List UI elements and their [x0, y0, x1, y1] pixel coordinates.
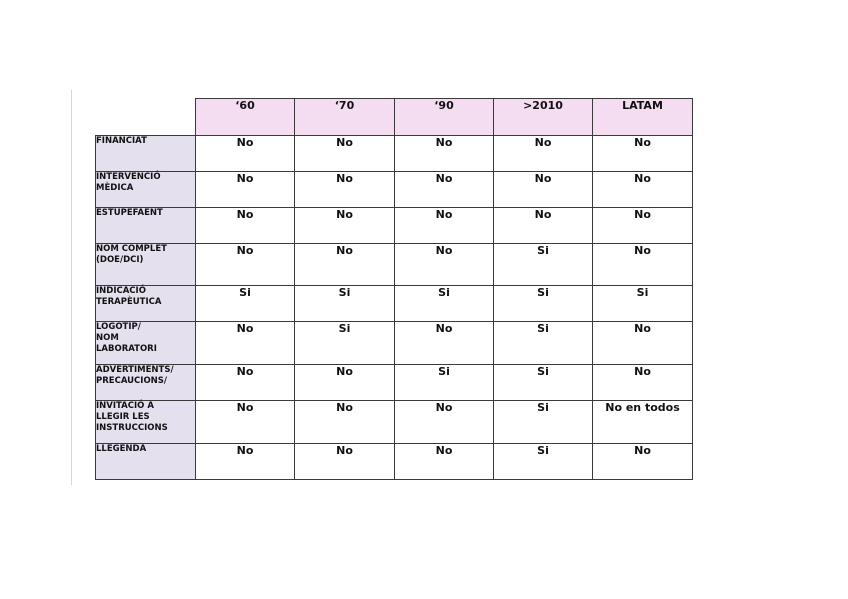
table-cell: No en todos	[593, 401, 693, 444]
table-cell: No	[395, 172, 494, 208]
table-cell: No	[196, 244, 295, 286]
table-row	[96, 365, 693, 401]
table-cell: No	[593, 172, 693, 208]
table-cell: No	[395, 322, 494, 365]
table-cell: Si	[295, 322, 395, 365]
table-cell: No	[494, 172, 593, 208]
row-header: FINANCIAT	[96, 136, 196, 172]
table-row	[96, 172, 693, 208]
table-cell: No	[196, 208, 295, 244]
table-cell: No	[295, 172, 395, 208]
table-cell: Si	[295, 286, 395, 322]
table-cell: No	[295, 208, 395, 244]
row-header: ESTUPEFAENT	[96, 208, 196, 244]
table-cell: No	[196, 172, 295, 208]
table-cell: Si	[395, 365, 494, 401]
row-header: INVITACIÓ A LLEGIR LES INSTRUCCIONS	[96, 401, 196, 444]
table-cell: No	[196, 365, 295, 401]
table-row	[96, 244, 693, 286]
table-cell: No	[196, 401, 295, 444]
table-cell: No	[295, 136, 395, 172]
table-cell: Si	[395, 286, 494, 322]
table-cell: No	[196, 322, 295, 365]
table-cell: Si	[494, 286, 593, 322]
table-cell: No	[593, 322, 693, 365]
row-header: INTERVENCIÓ MÈDICA	[96, 172, 196, 208]
table-cell: No	[295, 444, 395, 480]
row-header: NOM COMPLET (DOE/DCI)	[96, 244, 196, 286]
column-header: >2010	[494, 99, 593, 136]
table-cell: Si	[494, 444, 593, 480]
table-body	[96, 136, 693, 480]
comparison-table	[95, 98, 693, 480]
table-row	[96, 286, 693, 322]
table-cell: No	[593, 208, 693, 244]
table-cell: No	[395, 244, 494, 286]
row-header: ADVERTIMENTS/ PRECAUCIONS/	[96, 365, 196, 401]
table-cell: Si	[593, 286, 693, 322]
row-header: INDICACIÓ TERAPÈUTICA	[96, 286, 196, 322]
table-cell: No	[395, 401, 494, 444]
table-cell: No	[593, 136, 693, 172]
table-cell: Si	[494, 244, 593, 286]
row-header: LLEGENDA	[96, 444, 196, 480]
table-cell: Si	[196, 286, 295, 322]
table-cell: No	[295, 365, 395, 401]
table-row	[96, 401, 693, 444]
column-header: ‘70	[295, 99, 395, 136]
table-cell: No	[196, 444, 295, 480]
table-cell: Si	[494, 401, 593, 444]
table-cell: Si	[494, 322, 593, 365]
table-cell: Si	[494, 365, 593, 401]
table-row	[96, 444, 693, 480]
table-row	[96, 136, 693, 172]
corner-cell	[96, 99, 196, 136]
table-cell: No	[395, 444, 494, 480]
column-header: ‘60	[196, 99, 295, 136]
table-cell: No	[494, 136, 593, 172]
table-row	[96, 322, 693, 365]
table-cell: No	[295, 244, 395, 286]
row-header: LOGOTIP/ NOM LABORATORI	[96, 322, 196, 365]
table-cell: No	[593, 244, 693, 286]
table-cell: No	[196, 136, 295, 172]
column-header: LATAM	[593, 99, 693, 136]
table-cell: No	[593, 365, 693, 401]
page-margin-line	[71, 90, 72, 485]
table-cell: No	[494, 208, 593, 244]
table-cell: No	[395, 136, 494, 172]
table-row	[96, 208, 693, 244]
table-cell: No	[593, 444, 693, 480]
column-header: ‘90	[395, 99, 494, 136]
table-cell: No	[295, 401, 395, 444]
table-cell: No	[395, 208, 494, 244]
header-row	[96, 99, 693, 136]
